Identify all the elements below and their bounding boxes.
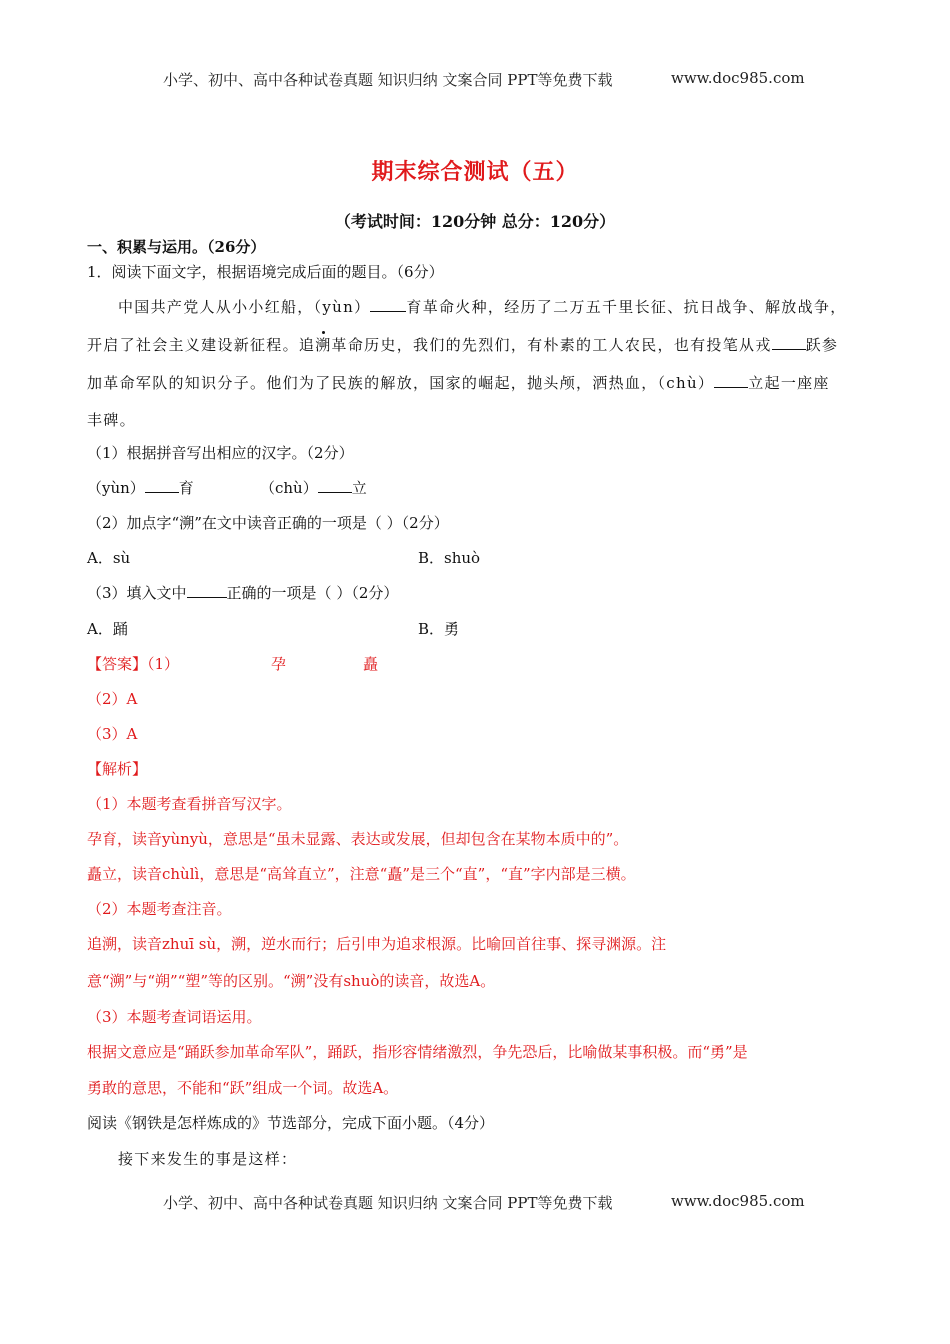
pinyin-yun: （yùn）	[87, 479, 145, 497]
passage-line-1	[118, 296, 847, 317]
answer-3: （3）A	[87, 725, 138, 743]
passage-text: 育革命火种，经历了二万五千里长征、抗日战争、解放战争，	[406, 298, 847, 316]
option-a[interactable]: A．sù	[87, 549, 131, 567]
page-title: 期末综合测试（五）	[371, 159, 579, 185]
word-part: 立	[351, 479, 367, 497]
fill-blank	[187, 583, 227, 598]
analysis-paragraph: 意“溯”与“朔”“塑”等的区别。“溯”没有shuò的读音，故选A。	[87, 972, 496, 990]
option-b[interactable]: B．shuò	[418, 549, 481, 567]
passage-text: 立起一座座	[748, 374, 830, 392]
fill-blank[interactable]	[318, 478, 352, 493]
sub-question-2: （2）加点字“溯”在文中读音正确的一项是（ ）（2分）	[87, 514, 449, 532]
pinyin-chu: （chù）	[260, 479, 318, 497]
dotted-character: 溯	[315, 336, 332, 354]
answer-2: （2）A	[87, 690, 138, 708]
passage-text: 加革命军队的知识分子。他们为了民族的解放，国家的崛起，抛头颅，洒热血，（chù）	[87, 374, 715, 392]
passage-line-4: 丰碑。	[87, 411, 136, 429]
analysis-paragraph: 矗立，读音chùlì，意思是“高耸直立”，注意“矗”是三个“直”，“直”字内部是三横。	[87, 865, 636, 883]
passage-text: 跃参	[805, 336, 839, 354]
exam-info: （考试时间：120分钟 总分：120分）	[334, 212, 616, 231]
analysis-paragraph: 追溯，读音zhuī sù，溯，逆水而行；后引申为追求根源。比喻回首往事、探寻渊源。注	[87, 935, 667, 953]
page-header	[163, 69, 613, 90]
analysis-paragraph: （3）本题考查词语运用。	[87, 1008, 262, 1026]
reading-passage-line: 接下来发生的事是这样：	[118, 1150, 298, 1168]
answer-1a: 孕	[271, 655, 287, 673]
reading-intro: 阅读《钢铁是怎样炼成的》节选部分，完成下面小题。（4分）	[87, 1114, 495, 1132]
analysis-paragraph: （1）本题考查看拼音写汉字。	[87, 795, 292, 813]
header-url[interactable]: www.doc985.com	[671, 69, 805, 87]
analysis-paragraph: 勇敢的意思，不能和“跃”组成一个词。故选A。	[87, 1079, 399, 1097]
question-text: 正确的一项是（ ）（2分）	[226, 584, 399, 602]
word-part: 育	[178, 479, 194, 497]
question-text: （3）填入文中	[87, 584, 187, 602]
section-heading: 一、积累与运用。（26分）	[87, 238, 266, 256]
footer-text: 小学、初中、高中各种试卷真题 知识归纳 文案合同 PPT等免费下载	[163, 1194, 613, 1212]
passage-line-2	[87, 334, 838, 355]
sub-question-1: （1）根据拼音写出相应的汉字。（2分）	[87, 444, 354, 462]
option-a[interactable]: A．踊	[87, 620, 128, 638]
passage-text: 中国共产党人从小小红船，（yùn）	[118, 298, 371, 316]
sub-question-3	[87, 582, 398, 603]
analysis-paragraph: 根据文意应是“踊跃参加革命军队”，踊跃，指形容情绪激烈，争先恐后，比喻做某事积极。而“勇”是	[87, 1043, 748, 1061]
sub-question-1-items-b	[260, 477, 367, 498]
analysis-paragraph: （2）本题考查注音。	[87, 900, 232, 918]
passage-line-3	[87, 372, 830, 393]
header-text: 小学、初中、高中各种试卷真题 知识归纳 文案合同 PPT等免费下载	[163, 71, 613, 89]
sub-question-1-items	[87, 477, 194, 498]
answer-1b: 矗	[363, 655, 379, 673]
question-1-stem: 1．阅读下面文字，根据语境完成后面的题目。（6分）	[87, 263, 444, 281]
fill-blank[interactable]	[370, 297, 406, 312]
footer-url[interactable]: www.doc985.com	[671, 1192, 805, 1210]
fill-blank[interactable]	[772, 335, 806, 350]
passage-text: 革命历史，我们的先烈们，有朴素的工人农民，也有投笔从戎	[331, 336, 772, 354]
page-footer	[163, 1192, 613, 1213]
passage-text: 开启了社会主义建设新征程。追	[87, 336, 316, 354]
analysis-paragraph: 孕育，读音yùnyù，意思是“虽未显露、表达或发展，但却包含在某物本质中的”。	[87, 830, 629, 848]
answer-label: 【答案】（1）	[87, 655, 180, 673]
analysis-label: 【解析】	[87, 760, 148, 778]
fill-blank[interactable]	[145, 478, 179, 493]
fill-blank[interactable]	[714, 373, 748, 388]
option-b[interactable]: B．勇	[418, 620, 460, 638]
